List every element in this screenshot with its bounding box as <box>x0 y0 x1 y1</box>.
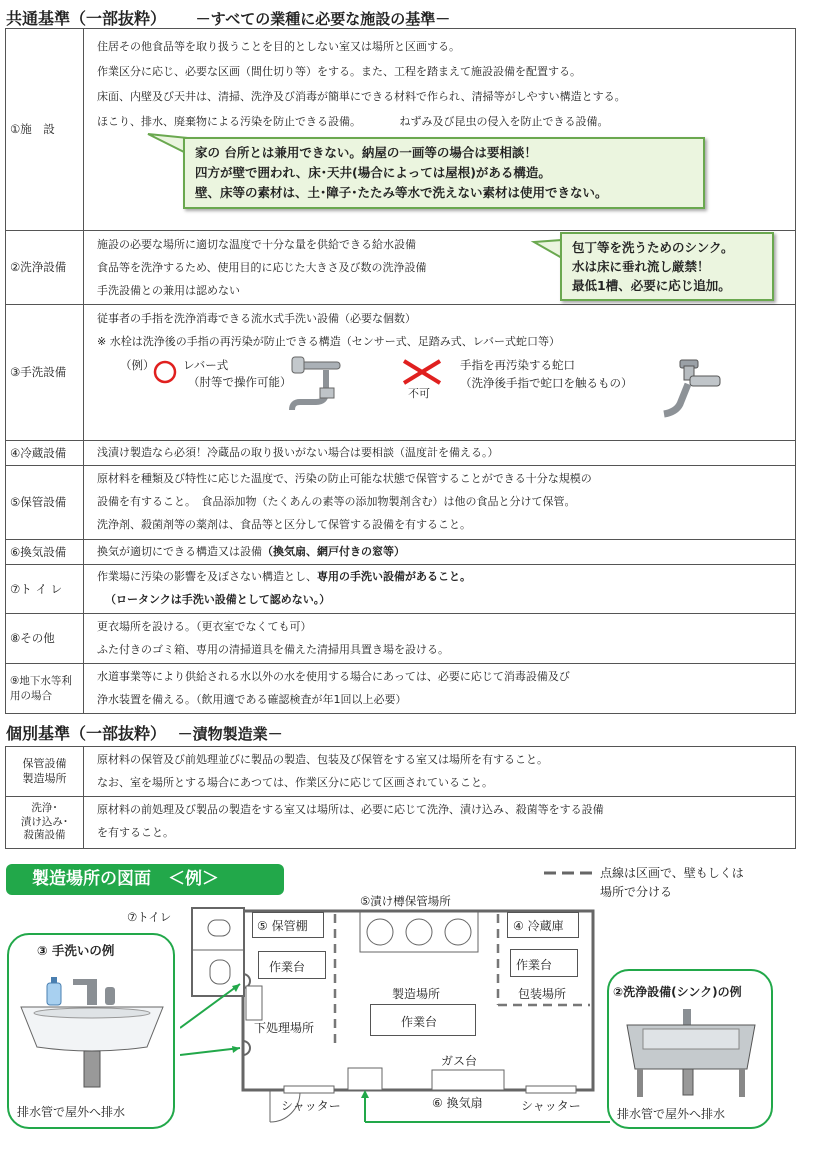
sink-drain-label: 排水管で屋外へ排水 <box>617 1107 726 1121</box>
faucet-example-label: （例） <box>120 358 155 372</box>
row-label: ⑥換気設備 <box>6 540 84 565</box>
row-line: （ロータンクは手洗い設備として認めない。） <box>105 593 331 606</box>
sink-example-panel <box>607 969 773 1129</box>
ng-cross-icon <box>400 358 444 386</box>
row-line: 浄水装置を備える。（飲用適である確認検査が年1回以上必要） <box>97 693 407 706</box>
row-line: 原材料を種類及び特性に応じた温度で、汚染の防止可能な状態で保管することができる十分な規模の <box>97 472 592 485</box>
callout-sink-note: 包丁等を洗うためのシンク。 水は床に垂れ流し厳禁！ 最低1槽、必要に応じ追加。 <box>560 232 774 301</box>
row-storage <box>6 466 796 540</box>
row-line: 更衣場所を設ける。（更衣室でなくても可） <box>97 620 312 633</box>
ng-tag: 不可 <box>408 387 430 400</box>
row-line: 水道事業等により供給される水以外の水を使用する場合にあっては、必要に応じて消毒設備及び <box>97 670 570 683</box>
exhaust-fan-label: ⑥ 換気扇 <box>432 1096 483 1110</box>
row-label: 保管設備 <box>22 757 67 771</box>
row-label: 漬け込み･ <box>20 815 69 828</box>
row-line: 食品等を洗浄するため、使用目的に応じた大きさ及び数の洗浄設備 <box>97 261 427 274</box>
row-label: ⑤保管設備 <box>6 466 84 540</box>
worktable-right-box: 作業台 <box>510 949 578 977</box>
ng-faucet-label: 手指を再汚染する蛇口 <box>460 358 575 372</box>
steel-sink-icon <box>623 1009 759 1097</box>
storage-shelf-box: ⑤ 保管棚 <box>252 912 324 938</box>
row-label: ④冷蔵設備 <box>6 441 84 466</box>
row-ventilation <box>6 540 796 565</box>
common-title: 共通基準（一部抜粋） <box>6 9 167 28</box>
row-refrigeration <box>6 441 796 466</box>
row-label: 殺菌設備 <box>23 829 66 842</box>
shutter-left-label: シャッター <box>281 1099 341 1113</box>
shutter-right-label: シャッター <box>521 1099 581 1113</box>
row-line: を有すること。 <box>97 826 174 839</box>
worktable-left-box: 作業台 <box>258 951 326 979</box>
row-line: 浅漬け製造なら必須！冷蔵品の取り扱いがない場合は要相談（温度計を備える。） <box>97 446 499 459</box>
ng-faucet-note: （洗浄後手指で蛇口を触るもの） <box>460 376 633 390</box>
row-line: 住居その他食品等を取り扱うことを目的としない室又は場所と区画する。 <box>97 40 460 53</box>
row-other <box>6 614 796 664</box>
row-toilet <box>6 565 796 614</box>
sink-example-title: ②洗浄設備(シンク)の例 <box>613 985 742 999</box>
row-line: 作業区分に応じ、必要な区画（間仕切り等）をする。また、工程を踏まえて施設設備を配置する。 <box>97 65 581 78</box>
row-line: 洗浄剤、殺菌剤等の薬剤は、食品等と区分して保管する設備を有すること。 <box>97 518 471 531</box>
handwash-drain-label: 排水管で屋外へ排水 <box>17 1105 126 1119</box>
row-label: ⑧その他 <box>6 614 84 664</box>
worktable-center-box: 作業台 <box>370 1004 476 1036</box>
row-line: 従事者の手指を洗浄消毒できる流水式手洗い設備（必要な個数） <box>97 312 416 325</box>
lever-faucet-note: （肘等で操作可能） <box>188 375 292 389</box>
row-line: ほこり、排水、廃棄物による汚染を防止できる設備。 ねずみ及び昆虫の侵入を防止できる設備。 <box>97 115 609 128</box>
row-label: ⑦ト イ レ <box>6 565 84 614</box>
individual-standards-table <box>5 746 796 849</box>
row-line: 作業場に汚染の影響を及ぼさない構造とし、専用の手洗い設備があること。 <box>97 570 471 583</box>
toilet-label: ⑦トイレ <box>127 910 172 924</box>
gas-stove-label: ガス台 <box>441 1054 478 1068</box>
row-label: 洗浄･ <box>31 802 58 815</box>
common-subtitle: －すべての業種に必要な施設の基準－ <box>195 10 451 28</box>
barrel-storage-label: ⑤漬け樽保管場所 <box>360 894 451 908</box>
packaging-label: 包装場所 <box>518 987 567 1001</box>
row-label: ②洗浄設備 <box>6 231 84 305</box>
ok-circle-icon <box>152 359 180 385</box>
row-line: 原材料の前処理及び製品の製造をする室又は場所は、必要に応じて洗浄、漬け込み、殺菌等をする設備 <box>97 803 604 816</box>
lever-faucet-label: レバー式 <box>183 358 229 372</box>
individual-title: 個別基準（一部抜粋） <box>6 724 167 743</box>
handwash-sink-icon <box>17 971 167 1093</box>
row-storage-manufacturing <box>6 747 796 797</box>
prep-area-label: 下処理場所 <box>254 1021 315 1035</box>
fridge-box: ④ 冷蔵庫 <box>507 912 579 938</box>
row-line: 手洗設備との兼用は認めない <box>97 284 240 297</box>
handwash-example-panel <box>7 933 175 1129</box>
twist-faucet-icon <box>650 352 726 426</box>
lever-faucet-icon <box>280 350 352 420</box>
row-washing-pickling <box>6 797 796 849</box>
row-line: 床面、内壁及び天井は、清掃、洗浄及び消毒が簡単にできる材料で作られ、清掃等がしやすい構造とする。 <box>97 90 626 103</box>
row-label: 製造場所 <box>22 771 67 785</box>
row-line: なお、室を場所とする場合にあつては、作業区分に応じて区画されていること。 <box>97 776 493 789</box>
row-label: 用の場合 <box>10 689 52 702</box>
floorplan-title: 製造場所の図面 ＜例＞ <box>6 864 284 895</box>
row-label: ①施 設 <box>6 29 84 231</box>
row-line: 設備を有すること。 食品添加物（たくあんの素等の添加物製剤含む）は他の食品と分けて保管。 <box>97 495 576 508</box>
row-line: 換気が適切にできる構造又は設備（換気扇、網戸付きの窓等） <box>97 545 405 558</box>
handwash-example-title: ③ 手洗いの例 <box>37 943 115 958</box>
individual-heading <box>6 721 283 744</box>
row-line: 原材料の保管及び前処理並びに製品の製造、包装及び保管をする室又は場所を有すること。 <box>97 753 548 766</box>
legend-line1: 点線は区画で、壁もしくは <box>600 866 744 880</box>
row-label: ⑨地下水等利 <box>10 674 72 687</box>
common-heading <box>6 6 450 29</box>
row-label: ③手洗設備 <box>6 305 84 441</box>
legend-line2: 場所で分ける <box>600 885 673 899</box>
manufacturing-label: 製造場所 <box>392 987 441 1001</box>
callout-facility-note: 家の 台所とは兼用できない。納屋の一画等の場合は要相談！ 四方が壁で囲われ、床･天井(場合によっては屋根)がある構造。 壁、床等の素材は、土･障子･たたみ等水で洗えない素材は使用できない。 <box>183 137 705 209</box>
row-groundwater <box>6 664 796 714</box>
individual-subtitle: －漬物製造業－ <box>177 725 283 743</box>
row-line: 施設の必要な場所に適切な温度で十分な量を供給できる給水設備 <box>97 238 416 251</box>
row-line: ふた付きのゴミ箱、専用の清掃道具を備えた清掃用具置き場を設ける。 <box>97 643 449 656</box>
row-line: ※ 水栓は洗浄後の手指の再汚染が防止できる構造（センサー式、足踏み式、レバー式蛇口等） <box>97 335 560 348</box>
dashed-line-legend <box>544 870 600 876</box>
